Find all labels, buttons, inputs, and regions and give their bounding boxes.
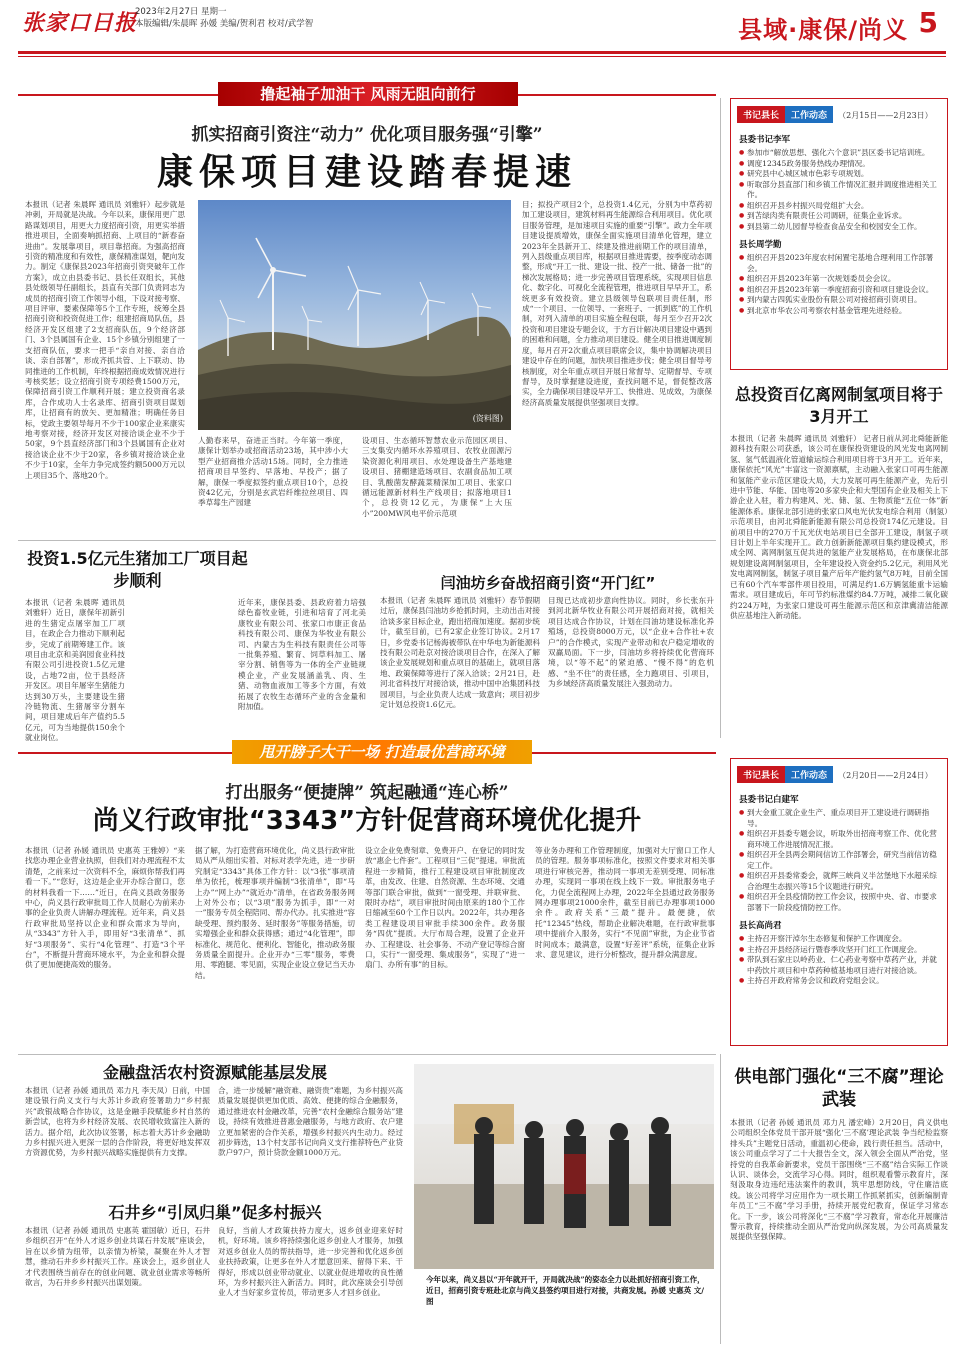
- grid-story-text: 本报讯（记者 朱晨晖 通讯员 刘雅轩） 记者日前从河北舜能新能源科技有限公司获悉，该公司在康保投资建设的风光发电离网制氢、氢气低温液化管道输运综合利用项目将于3月开工。近年来，康保依托“风光”丰富这一资源禀赋，主动融入张家口可再生能源和氢能产业示范区建设大局，大力发展可再生能源产业，先后引进中节能、华能、国电等20多家央企和大型国有企业及相关上下游企业入驻，着力构建风、光、储、氢、生物质能“五位一体”新能源体系。康保北部引进的张家口风电光伏发电综合利用（制氢）示范项目，由河北舜能新能源有限公司总投资174亿元建设。目前项目中的270万千瓦光伏电站项目已全部开工建设，制氢子项目计划上半年实现开工。政力创新新能源项目集约建设模式，形成全网、离网制氢互促共进的氢能产业发展格局，在布康保北部规划建设离网制氢项目，全年建设投入资金约5.2亿元，利用风光发电离网制氢，制氢子项目量产后年产能约氢气8万吨，目前全国已有60个汽车零部件项目投用，可满足约1.6万辆氢能重卡运输需求。项目建成后，年可节约标准煤约84.7万吨，减排二氧化碳约224万吨，为张家口建设可再生能源示范区和京津冀清洁能源供应基地注入新动能。: [730, 434, 948, 620]
- sidebar-list-item: ● 参加市“解放思想、强化六个意识”县区委书记培训班。: [739, 148, 939, 159]
- sidebar-list-item: ● 组织召开县2023年第一次规划委员会会议。: [739, 274, 939, 285]
- section-title: 县域·康保/尚义: [738, 16, 908, 44]
- sidebar-list-item: ● 组织召开全县两会期间信访工作部署会，研究当前信访稳定工作。: [739, 850, 939, 871]
- lead-column-2: 人勤春来早，奋进正当时。今年第一季度，康保计划举办或招商活动23场，其中涉小大型产业招商推介活动15场。同时，全力推进招商项目早签约、早落地、早投产；据了解，康保一季度拟签约重点项目10个，总投资42亿元，分别是玄武岩纤维拉丝项目、四季草莓生产园建: [198, 436, 348, 508]
- editors-line: 本版编辑/朱晨晖 孙媛 美编/贺利君 校对/武学智: [135, 19, 314, 29]
- lead-headline: 康保项目建设踏春提速: [156, 152, 577, 193]
- sidebar-list-2: [739, 253, 939, 316]
- sidebar-list-item: ● 听取部分县直部门和乡镇工作情况汇报并调度推进相关工作。: [739, 180, 939, 201]
- finance-story-column-1: 本报讯（记者 孙媛 通讯员 邓力凡 李天凤）日前，中国建设银行尚义支行与大苏计乡政府签署助力“乡村振兴”政银战略合作协议，这是金融手段赋能乡村自然的新尝试，也将为乡村经济发展、农民增收致富注入新的活力。据介绍，此次协议签署，标志着大苏计乡金融助力乡村振兴进入更深一层的合作阶段，将更好地发挥双方资源优势，为乡村振兴战略实施提供有力支撑。: [25, 1086, 210, 1158]
- sidebar-tag: 书记县长: [737, 106, 785, 123]
- meeting-photo: [414, 1064, 714, 1269]
- sidebar-header-2: [731, 759, 947, 787]
- sidebar2-tag: 书记县长: [737, 766, 785, 783]
- village-story-column-2: 目现已达成初步意向性协议。同时，乡长张东升到河北新华牧业有限公司开展招商对接，就相关项目达成合作协议，计划在闫油坊建设标准化养殖场，总投资8000万元，以“企业+合作社+农户”的合作模式，实现产业带动和农户稳定增收的双赢局面。下一步，闫油坊乡将持续优化营商环境，以“等不起”的紧迫感、“慢不得”的危机感、“坐不住”的责任感，全力跑项目、引项目，为乡域经济高质量发展注入强劲动力。: [548, 596, 714, 689]
- issue-date: 2023年2月27日 星期一: [135, 7, 227, 17]
- section-divider: [18, 540, 716, 541]
- pig-story-column-1: 本报讯（记者 朱晨晖 通讯员 刘雅轩）近日，康保年初新引进的生猪定点屠宰加工厂项目，在政企合力推动下顺利起步，完成了前期筹建工作。该项目由北京和美润园食业科技有限公司引进投资1.5亿元建设，占地72亩，位于县经济开发区。项目年屠宰生猪能力达到30万头，主要建设生猪冷链物流、生猪屠宰分割车间，项目建成后年产值约5.5亿元，可为当地提供150余个就业岗位。: [25, 598, 125, 743]
- sidebar-list-item: ● 到内蒙古四狐实业股份有限公司对接招商引资项目。: [739, 295, 939, 306]
- sidebar2-subhead-1: 县委书记白建军: [739, 795, 799, 805]
- sidebar-list-item: ● 调度12345政务服务热线办理情况。: [739, 159, 939, 170]
- sidebar-work-dynamics-1: [730, 98, 948, 370]
- lead-column-3: 设项目、生态循环智慧农业示范园区项目、三支集安内循环水养殖项目、农牧业面源污染资源化利用项目、水处理设备生产基地建设项目、猪棚建造场项目、农副食品加工项目、乳酸菌发酵蔬菜精深加工项目、张家口循远能源新材料生产线项目；拟落地项目1个，总投资12亿元，为康保“上大压小”200MW风电平价示范项: [362, 436, 512, 518]
- second-column-4: 等业务办理和工作管理制度，加强对大厅窗口工作人员的管理。服务事项标准化，按照文件要求对相关事项进行审核完善，推动同一事项无差别受理、同标准办理，实现同一事项在线上线下一致。审批服务电子化，力促全流程网上办理，2022年全县通过政务服务网办理事项21000余件，截至目前已办理事项1000余件。政府关系“三最”提升。最便捷，依托“12345”热线，帮助企业解决难题，在行政审批事项中提前介入服务，实行“不见面”审批，为企业节省时间成本；最满意，设置“好差评”系统，征集企业诉求、意见建议，进行分析整改，提升群众满意度。: [535, 846, 715, 960]
- sidebar-date: （2月15日——2月23日）: [838, 111, 933, 120]
- sidebar2-list-2: [739, 934, 939, 987]
- section-divider-2: [18, 1054, 716, 1055]
- masthead: [0, 0, 960, 68]
- sidebar-list-item: ● 组织召开县委常委会，就辉三峡尚义半岔堡地下水超采综合治理生态振兴等15个议题进行研究。: [739, 871, 939, 892]
- second-kicker: 打出服务“便捷牌” 筑起融通“连心桥”: [225, 783, 509, 803]
- sidebar2-subhead-2: 县长高尚君: [739, 921, 782, 931]
- page-number: 5: [918, 6, 938, 39]
- second-column-2: 据了解，为打造营商环境优化，尚义县行政审批局从严从细出实着、对标对表学先进，进一步研究制定“3343”具体工作方针：以“3张”事项清单为依托，梳理事项并编制“3张清单”，即“马上办”“网上办”“就近办”清单，在省政务服务网上对外公布；以“3项”服务为抓手，即“一对一”服务专员全程陪同、帮办代办。扎实推进“容缺受理、预约服务、延时服务”等服务措施，切实增强企业和群众获得感；通过“4化管理”，即标准化、规范化、便利化、智能化，推动政务服务质量全面提升。企业开办“三零”服务，零费用、零跑腿、零见面，实现企业设立登记当天办结。: [195, 846, 355, 980]
- grid-story-headline: 总投资百亿离网制氢项目将于3月开工: [734, 385, 943, 426]
- finance-story-headline: 金融盘活农村资源赋能基层发展: [102, 1063, 327, 1082]
- sidebar2-tag-2: 工作动态: [785, 766, 833, 783]
- sidebar-list-item: ● 组织召开县委专题会议，听取外出招商考察工作、优化营商环境工作进展情况汇报。: [739, 829, 939, 850]
- sidebar-subhead-1: 县委书记李军: [739, 135, 791, 145]
- wind-turbine-illustration: [198, 200, 511, 430]
- sidebar-list-item: ● 到北京市华农公司考察农村基金管理先进经验。: [739, 306, 939, 317]
- sidebar-list-item: ● 研究县中心城区城市色彩专项规划。: [739, 169, 939, 180]
- section-banner-2: 甩开膀子大干一场 打造最优营商环境: [232, 740, 532, 764]
- supply-story-headline: 供电部门强化“三不腐”理论武装: [734, 1067, 944, 1110]
- stone-story-column-2: 良好，当前人才政策扶持力度大，返乡创业迎来好时机，好环境。该乡将持续强化返乡创业人才服务，加强对返乡创业人员的帮扶指导，进一步完善和优化返乡创业扶持政策，让更多在外人才愿意回来、留得下来、干得好，形成以创业带动就业、以就业促进增收的良性循环，为乡村振兴注入新活力。同时，此次座谈会引导创业人才当好家乡宣传员，带动更多人才回乡创业。: [218, 1226, 403, 1298]
- second-headline: 尚义行政审批“3343”方针促营商环境优化提升: [92, 806, 642, 836]
- sidebar-list-item: ● 到苫绿肉类有限责任公司调研，征集企业诉求。: [739, 211, 939, 222]
- finance-story-column-2: 合，进一步缓解“融资难、融资贵”难题，为乡村振兴高质量发展提供更加优质、高效、便捷的综合金融服务，通过推进农村金融改革，完善“农村金融综合服务站”建设，持续有效推进普惠金融服务，与地方政府、农户建立更加紧密的合作关系，增强乡村振兴内生动力。经过初步筛选，13个村支部书记向尚义支行推荐特色产业贷款户97户，预计贷款金额1000万元。: [218, 1086, 403, 1158]
- sidebar-header: [731, 99, 947, 127]
- sidebar-work-dynamics-2: [730, 758, 948, 1046]
- sidebar-list-item: ● 组织召开县2023年第一季度招商引资和项目建设会议。: [739, 285, 939, 296]
- sidebar-list-item: ● 组织召开县2023年度农村闲置宅基地合理利用工作部署会。: [739, 253, 939, 274]
- masthead-rule-thin: [18, 56, 946, 57]
- sidebar-list-item: ● 主持召开政府常务会议和政府党组会议。: [739, 976, 939, 987]
- masthead-rule: [18, 51, 946, 54]
- stone-story-headline: 石井乡“引凤归巢”促多村振兴: [108, 1203, 322, 1222]
- column-divider: [720, 98, 721, 738]
- pig-story-column-2: 近年来，康保县委、县政府着力培强绿色畜牧业链，引进和培育了河北美康牧业有限公司、张家口市康正食品科技有限公司、康保为华牧业有限公司、内蒙古为生科技有限责任公司等一批集养殖、繁育、饲草料加工、屠宰分割、销售等为一体的全产业链规模企业，产业发展涵盖乳、肉、生猪、动物血液加工等多个方面，有效拓展了农牧生态循环产业的含金量和附加值。: [238, 598, 366, 712]
- issue-meta: [135, 6, 313, 30]
- pig-story-headline: 投资1.5亿元生猪加工厂项目起步顺利: [27, 549, 248, 590]
- village-story-headline: 闫油坊乡奋战招商引资“开门红”: [440, 574, 656, 592]
- sidebar-list-item: ● 组织召开全县疫情防控工作会议，按照中央、省、市要求部署下一阶段疫情防控工作。: [739, 892, 939, 913]
- sidebar-tag-2: 工作动态: [785, 106, 833, 123]
- village-story-column-1: 本报讯（记者 朱晨晖 通讯员 刘雅轩）春节假期过后，康保县闫油坊乡抢抓时间，主动出击对接洽谈多家目标企业，跑出招商加速度。据初步统计，截至目前，已有2家企业签订协议。2月17日，乡党委书记杨海被带队在中华电为新能源科技有限公司赴京对接洽谈项目合作，在深入了解该企业发展规划和重点项目的基础上，就项目落地、政策保障等进行了深入洽谈；2月21日，赴河北省科技厅对接洽谈，推动中国中冶集团科技园项目，与企业负责人达成一致意向；项目初步定计划总投资1.6亿元。: [380, 596, 540, 710]
- sidebar-subhead-2: 县长周学勤: [739, 240, 782, 250]
- stone-story-column-1: 本报讯（记者 孙媛 通讯员 史惠英 霍国敏）近日，石井乡组织召开“在外人才返乡创业共谋石井发展”座谈会，旨在以乡情为纽带，以亲情为桥梁，凝聚在外人才智慧，推动石井乡乡村振兴工作。座谈会上，返乡创业人才代表围绕当前存在的创业问题、就业创业需求等畅所欲言，为石井乡乡村振兴出谋划策。: [25, 1226, 210, 1288]
- sidebar-list-item: ● 主持召开县经济运行暨春季攻坚开门红工作调度会。: [739, 945, 939, 956]
- sidebar-list-item: ● 到大金重工就企业生产、重点项目开工建设进行调研指导。: [739, 808, 939, 829]
- lead-column-4: 目；拟投产项目2个，总投资1.4亿元，分别为中草药初加工建设项目，建筑材料再生能源综合利用项目。优化项目服务管理，是加速项目实施的重要“引擎”。政力全年项目建设提质增效，康保全面实施项目清单化管理，建立2023年全县新开工、续建及推进前期工作的项目清单，列入县级重点项目库，根据项目推进需要，按季度动态调整，形成“开工一批、建设一批、投产一批、储备一批”的梯次发展格局；进一步完善项目管理系统，实现项目信息化、数字化、可视化全流程管理，推进项目早早开工，系统更多有效投资。建立县级领导包联项目责任制，形成“一个项目、一位领导、一套班子、一抓到底”的工作机制，对列入清单的项目实施全程包联，每月至少召开2次投资和项目建设专题会议，于方百计解决项目建设中遇到的困难和问题，全力推动项目建设。健全项目推进调度制度，每月召开2次重点项目联席会议，集中协调解决项目建设中存在的问题，加快项目推进步伐；健全项目督导考核制度，对全年重点项目开展日常督导、定期督导、专项督导，及时掌握建设进度，查找问题不足，督促整改落实，全力确保项目建设早开工、快推进、见成效，为康保经济高质量发展提供坚强项目支撑。: [522, 200, 713, 407]
- sidebar-list-1: [739, 148, 939, 232]
- wind-farm-photo: [198, 200, 511, 430]
- meeting-illustration: [414, 1064, 714, 1269]
- newspaper-logo: 张家口日报: [22, 10, 138, 36]
- second-column-1: 本报讯（记者 孙媛 通讯员 史惠英 王雅婷）“来找您办理企业营业执照，但我们对办理流程不太清楚，之前来过一次资料不全，麻烦你帮我们再看一下。”“您好，这边是企业开办综合窗口，您的材料我看一下……”近日，在尚义县政务服务中心，尚义县行政审批局工作人员耐心为前来办事的企业负责人讲解办理流程。近年来，尚义县行政审批局坚持以企业和群众需求为导向，从“3343”方针入手，即用好“3张清单”、抓好“3项服务”、实行“4化管理”、打造“3个平台”，不断提升营商环境水平，为企业和群众提供了更加便捷高效的服务。: [25, 846, 185, 970]
- photo-caption: 今年以来，尚义县以“开年就开干，开局就决战”的姿态全力以赴抓好招商引资工作，近日，招商引资专班赴北京与尚义县签约项目进行对接，共商发展。孙媛 史惠英 文/图: [426, 1275, 705, 1306]
- sidebar-list-item: ● 主持召开察汗淖尔生态修复和保护工作调度会。: [739, 934, 939, 945]
- supply-story-text: 本报讯（记者 孙媛 通讯员 邓力凡 潘宏峰）2月20日，尚义供电公司组织全体党员干部开展“强化‘三不腐’理论武装 争当纪检监察排头兵”主题党日活动，重温初心使命，践行责任担当。活动中，该公司重点学习了二十大报告全文，深入领会全面从严治党，坚持党的自我革命新要求，党员干部围绕“三不腐”结合实际工作谈认识、谈体会，交流学习心得。同时，组织观看警示教育片，深刻汲取身边违纪违法案件的教训，筑牢思想防线，守住廉洁底线。该公司将学习应用作为一项长期工作抓紧抓实，创新编制青年员工“三不腐”学习手册，持续开展党纪教育，保证学习常态化。下一步，该公司将深化“三不腐”学习教育，常态化开展廉洁警示教育，持续推动全面从严治党向纵深发展，为公司高质量发展提供坚强保障。: [730, 1118, 948, 1242]
- second-column-3: 设立企业免费刻章、免费开户、在登记的同时发放“惠企七件套”。工程项目“三促”提速。审批流程进一步精简，推行工程建设项目审批制度改革，由发改、住建、自然资源、生态环境、交通等部门联合审批，做到“一窗受理、并联审批、限时办结”，项目审批时间由原来的180个工作日缩减至60个工作日以内。2022年，共办理各类工程建设项目审批手续300余件。政务服务“四优”提质。大厅布局合理，设置了企业开办、工程建设、社会事务、不动产登记等综合窗口，实行“一窗受理、集成服务”，实现了“进一扇门、办所有事”的目标。: [365, 846, 525, 970]
- sidebar2-list-1: [739, 808, 939, 913]
- section-banner-1: 撸起袖子加油干 风雨无阻向前行: [218, 82, 518, 106]
- column-divider-2: [720, 1054, 721, 1344]
- sidebar-list-item: ● 带队到石家庄以岭药业、仁心药业考察中草药产业，并就中药饮片项目和中草药种植基地项目进行对接洽谈。: [739, 955, 939, 976]
- sidebar-list-item: ● 到县第二幼儿园督导检查食品安全和校园安全工作。: [739, 222, 939, 233]
- lead-column-1: 本报讯（记者 朱晨晖 通讯员 刘雅轩）起步就是冲刺，开局就是决战。今年以来，康保用更广思路谋划项目，用更大力度招商引资，用更实举措推进项目，全面奏响抓招商、上项目的“新春奋进曲”。发展靠项目，项目靠招商。为强高招商引资的精准度和有效性，康保精准谋划，靶向发力。制定《康保县2023年招商引资突破年工作方案》，成立由县委书记、县长任双组长，其他县处级领导任副组长，县直有关部门负责同志为成员的招商引资工作领导小组，下设对接考察、项目评审、要素保障等5个工作专班，统筹全县招商引资和投资促进工作；组建招商局队伍，县经济开发区组建了2支招商队伍，9个经济部门、3个县属国有企业、15个乡镇分别组建了一支招商队伍，要求一把手“亲自对接、亲自洽谈、亲自部署”，形成齐抓共管、上下联动、协同推进的工作机制，年终根据招商成效情况进行考核奖惩；设立招商引资专项经费1500万元，保障招商引资工作顺利开展；建立投资商名录库，合作成功人士名录库、招商引资项目谋划库，让招商有的放矢、更加精准；明确任务目标，党政主要领导每月不少于100家企业来康实地考察对接，经济开发区对接洽谈企业不少于50家，9个县直经济部门和3个县属国有企业对接洽谈企业不少于20家，各乡镇对接洽谈企业不少于10家，全年力争完成签约额5000万元以上项目35个、落地20个。: [25, 200, 185, 480]
- sidebar2-date: （2月20日——2月24日）: [838, 771, 933, 780]
- lead-kicker: 抓实招商引资注“动力” 优化项目服务强“引擎”: [191, 125, 543, 145]
- photo-credit: (资料图): [472, 414, 503, 423]
- sidebar-list-item: ● 组织召开县乡村振兴局党组扩大会。: [739, 201, 939, 212]
